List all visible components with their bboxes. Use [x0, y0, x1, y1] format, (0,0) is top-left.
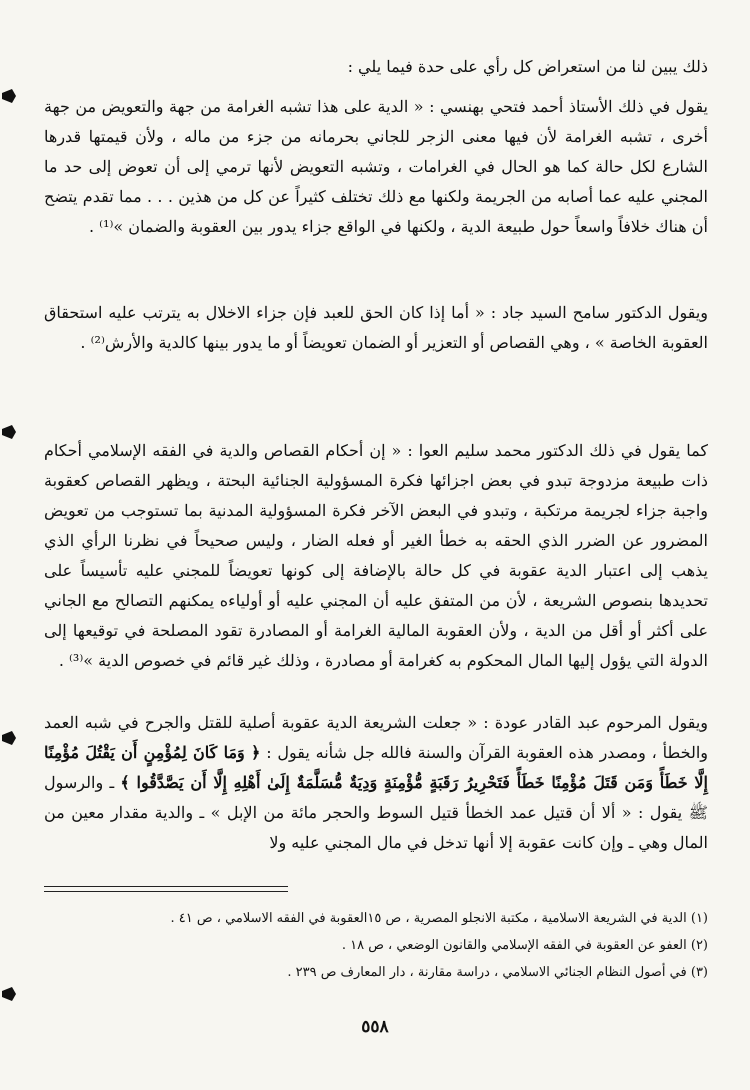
footnotes — [44, 905, 708, 986]
paragraph-part-1: ويقول المرحوم عبد القادر عودة : « جعلت الشريعة الدية عقوبة أصلية للقتل والجرح في شبه العمد والخطأ ، ومصدر هذه العقوبة القرآن والسنة فالله جل شأنه يقول : — [44, 713, 708, 762]
paragraph-text: كما يقول في ذلك الدكتور محمد سليم العوا : « إن أحكام القصاص والدية في الفقه الإسلامي أحكام ذات طبيعة مزدوجة تبدو في بعض اجزائها فكرة المسؤولية الجنائية البحتة ، ويظهر القصاص كعقوبة واجبة جزاء لجريمة مرتكبة ، وتبدو في البعض الآخر فكرة المسؤولية المدنية بما تستوجب من تعويض المضرور عن الضرر الذي الحقه به خطأ الغير أو فعله الضار ، وليس صحيحاً في نظرنا الرأي الذي يذهب إلى اعتبار الدية عقوبة في كل حالة بالإضافة إلى كونها تعويضاً للمجني عليه تأسيساً على تحديدها بنصوص الشريعة ، لأن من المتفق عليه أن المجني عليه أو أولياءه يمكنهم التصالح مع الجاني على أكثر أو أقل من الدية ، ولأن العقوبة المالية الغرامة أو المصادرة تقود المصلحة في توقيعها إلى الدولة التي يؤول إليها المال المحكوم به كغرامة أو مصادرة ، وذلك غير قائم في خصوص الدية »⁽³⁾ . — [44, 441, 708, 670]
quran-verse: ﴿ وَمَا كَانَ لِمُؤْمِنٍ أَن يَقْتُلَ مُؤْمِنًا إِلَّا خَطَأً وَمَن قَتَلَ مُؤْمِنًا خَطَأً فَتَحْرِيرُ رَقَبَةٍ مُّؤْمِنَةٍ وَدِيَةٌ مُّسَلَّمَةٌ إِلَىٰ أَهْلِهِ إِلَّا أَن يَصَّدَّقُوا ﴾ — [44, 743, 709, 792]
intro-line — [44, 52, 708, 82]
paragraph-audah-quote — [44, 708, 708, 858]
paragraph-text — [44, 708, 708, 858]
paragraph-text: ويقول الدكتور سامح السيد جاد : « أما إذا كان الحق للعبد فإن جزاء الاخلال به يترتب عليه استحقاق العقوبة الخاصة » ، وهي القصاص أو التعزير أو الضمان تعويضاً أو ما يدور بينها كالدية والأرش⁽²⁾ . — [44, 303, 708, 352]
footnote-separator — [44, 886, 288, 892]
binding-mark-icon — [2, 424, 16, 438]
paragraph-awa-quote — [44, 436, 708, 676]
paragraph-text: يقول في ذلك الأستاذ أحمد فتحي بهنسي : « الدية على هذا تشبه الغرامة من جهة والتعويض من جهة أخرى ، تشبه الغرامة لأن فيها معنى الزجر للجاني بحرمانه من جزء من ماله ، ولأن قيمتها قدرها الشارع لكل حالة كما هو الحال في الغرامات ، وتشبه التعويض لأنها ترمي إلى أن تعوض إلى حد ما المجني عليه عما أصابه من الجريمة ولكنها مع ذلك تختلف كثيراً عن كل من هذين . . . مما تقدم يتضح أن هناك خلافاً واسعاً حول طبيعة الدية ، ولكنها في الواقع جزاء يدور بين العقوبة والضمان »⁽¹⁾ . — [44, 97, 709, 236]
intro-text: ذلك يبين لنا من استعراض كل رأي على حدة فيما يلي : — [347, 57, 708, 76]
binding-mark-icon — [2, 88, 16, 102]
footnote-2: (٢) العفو عن العقوبة في الفقه الإسلامي والقانون الوضعي ، ص ١٨ . — [341, 938, 708, 953]
page-number: ٥٥٨ — [361, 1017, 389, 1037]
paragraph-bahnasi-quote — [44, 92, 708, 242]
paragraph-part-2: ـ والرسول ﷺ يقول : « ألا أن قتيل عمد الخطأ قتيل السوط والحجر مائة من الإبل » ـ والدية مقدار معين من المال وهي ـ وإن كانت عقوبة إلا أنها تدخل في مال المجني عليه ولا — [44, 773, 708, 852]
binding-mark-icon — [2, 986, 16, 1000]
paragraph-jad-quote — [44, 298, 708, 358]
footnote-3: (٣) في أصول النظام الجنائي الاسلامي ، دراسة مقارنة ، دار المعارف ص ٢٣٩ . — [287, 965, 708, 980]
footnote-1: (١) الدية في الشريعة الاسلامية ، مكتبة الانجلو المصرية ، ص ١٥العقوبة في الفقه الاسلامي ، ص ٤١ . — [170, 911, 708, 926]
binding-mark-icon — [2, 730, 16, 744]
